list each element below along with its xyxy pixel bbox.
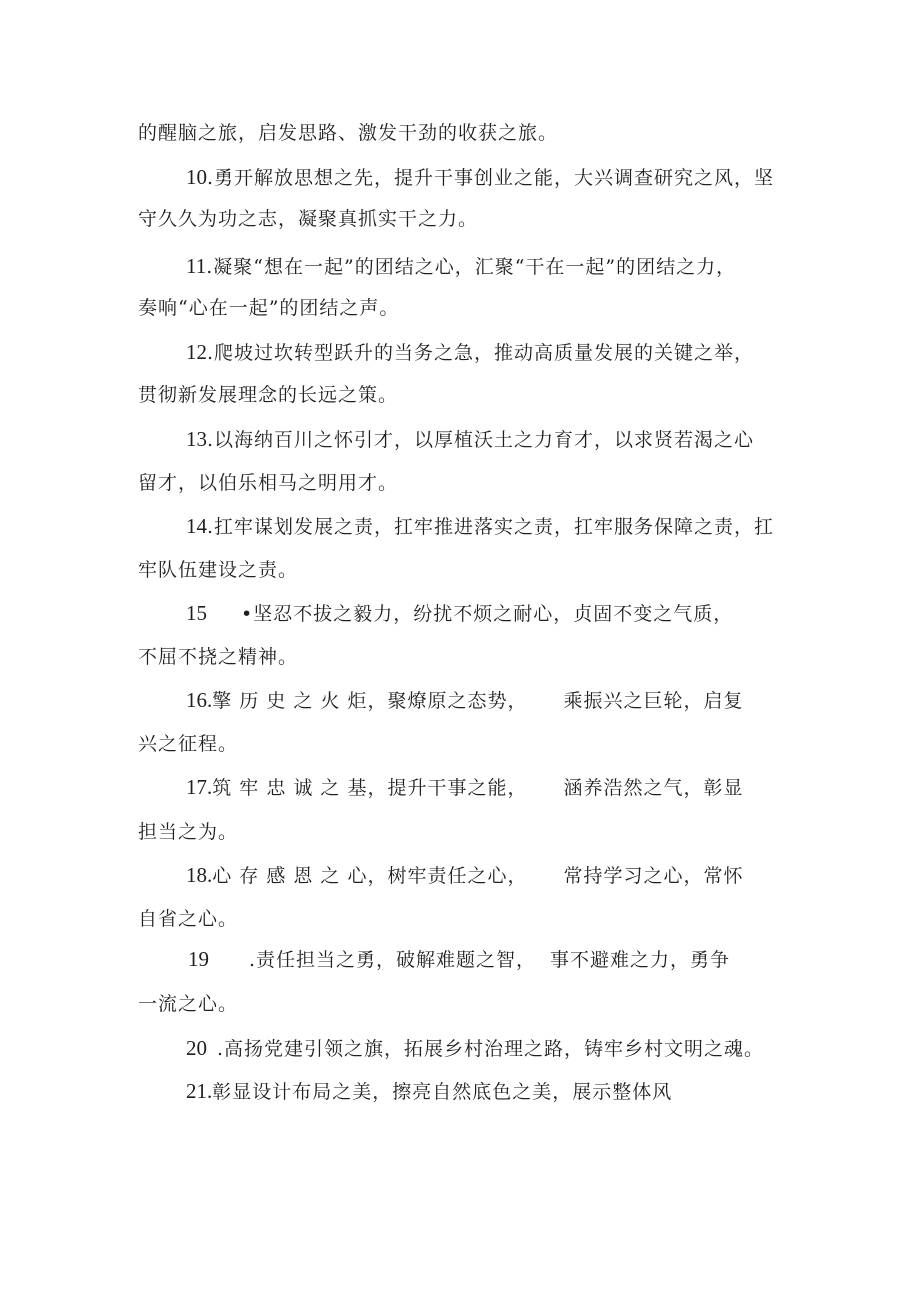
list-item-18 [186, 863, 743, 888]
line-text: 擎 历 史 之 火 炬，聚燎原之态势， [212, 690, 528, 712]
line-text: 贯彻新发展理念的长远之策。 [138, 384, 399, 406]
item-number: 17. [186, 775, 213, 799]
list-item-10 [186, 165, 774, 190]
paragraph-line [138, 645, 298, 669]
paragraph-line [138, 732, 238, 756]
line-text: 的醒脑之旅，启发思路、激发干劲的收获之旅。 [138, 122, 559, 144]
item-number: 18. [186, 863, 213, 887]
item-number: 10 [186, 165, 207, 189]
line-text: 自省之心。 [138, 908, 239, 930]
item-number: 11 [186, 254, 207, 278]
line-text: 一流之心。 [138, 993, 239, 1015]
line-text: 担当之为。 [138, 821, 239, 843]
list-item-12 [186, 340, 754, 365]
line-text: 筑 牢 忠 诚 之 基，提升干事之能， [212, 777, 528, 799]
list-item-13 [186, 427, 754, 452]
item-number: 12 [186, 340, 207, 364]
paragraph-line [138, 207, 478, 231]
line-text: .勇开解放思想之先，提升干事创业之能，大兴调查研究之风，坚 [207, 167, 775, 189]
line-text: 涵养浩然之气，彰显 [563, 777, 744, 799]
line-text: 心 存 感 恩 之 心，树牢责任之心， [212, 865, 528, 887]
item-number: 13 [186, 427, 207, 451]
list-item-14 [186, 514, 774, 539]
line-text: 兴之征程。 [138, 733, 239, 755]
item-number: 15 [186, 601, 207, 625]
line-text: 牢队伍建设之责。 [138, 559, 299, 581]
line-text: .高扬党建引领之旗，拓展乡村治理之路，铸牢乡村文明之魂。 [217, 1038, 765, 1060]
line-text: •坚忍不拔之毅力，纷扰不烦之耐心，贞固不变之气质， [241, 603, 734, 625]
list-item-11 [186, 254, 736, 279]
line-text: 彰显设计布局之美，擦亮自然底色之美，展示整体风 [212, 1081, 673, 1103]
paragraph-line [138, 907, 238, 931]
item-number: 19 [188, 947, 209, 971]
line-text: .凝聚“想在一起”的团结之心，汇聚“干在一起”的团结之力， [206, 256, 737, 278]
line-text: .爬坡过坎转型跃升的当务之急，推动高质量发展的关键之举， [207, 342, 755, 364]
line-text: 守久久为功之志，凝聚真抓实干之力。 [138, 208, 479, 230]
list-item-21 [186, 1079, 672, 1104]
line-text: 常持学习之心，常怀 [563, 865, 744, 887]
paragraph-line [138, 296, 399, 320]
paragraph-line [138, 992, 238, 1016]
paragraph-line [138, 820, 238, 844]
item-number: 16. [186, 688, 213, 712]
line-text: .责任担当之勇，破解难题之智， [249, 949, 537, 971]
paragraph-line [138, 558, 298, 582]
line-text: 奏响“心在一起”的团结之声。 [138, 297, 400, 319]
line-text: 事不避难之力，勇争 [550, 949, 731, 971]
item-number: 14 [186, 514, 207, 538]
paragraph-line [138, 471, 398, 495]
line-text: 留才，以伯乐相马之明用才。 [138, 472, 399, 494]
item-number: 21. [186, 1079, 213, 1103]
line-text: 不屈不挠之精神。 [138, 646, 299, 668]
item-number: 20 [186, 1036, 207, 1060]
line-text: 乘振兴之巨轮，启复 [563, 690, 744, 712]
paragraph-line [138, 383, 398, 407]
list-item-20 [186, 1036, 764, 1061]
line-text: .扛牢谋划发展之责，扛牢推进落实之责，扛牢服务保障之责，扛 [207, 516, 775, 538]
paragraph-line [138, 121, 558, 145]
list-item-17 [186, 775, 743, 800]
list-item-16 [186, 688, 743, 713]
list-item-19 [188, 947, 730, 972]
list-item-15 [186, 601, 733, 626]
line-text: .以海纳百川之怀引才，以厚植沃土之力育才，以求贤若渴之心 [207, 429, 755, 451]
